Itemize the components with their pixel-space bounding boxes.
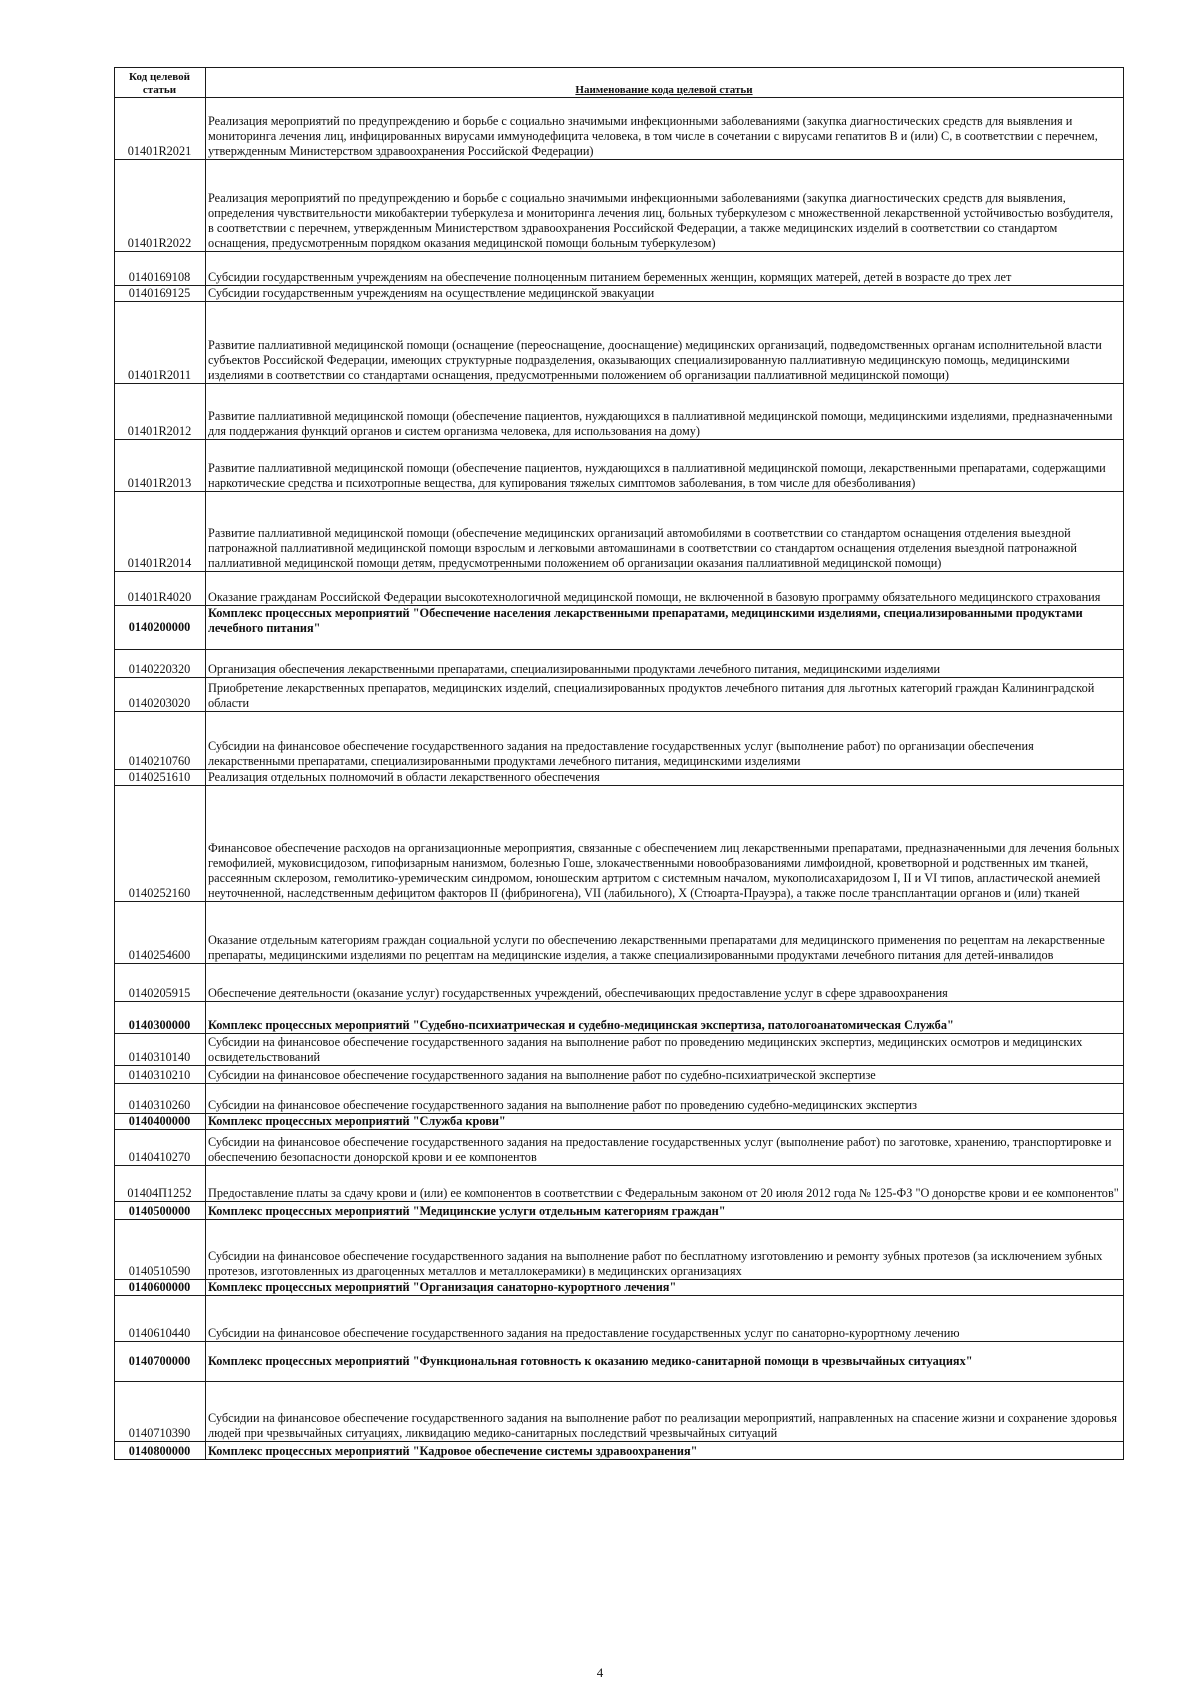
row-code: 0140169108 <box>115 252 206 286</box>
row-name: Субсидии на финансовое обеспечение государственного задания на выполнение работ по проведению судебно-медицинских экспертиз <box>206 1084 1124 1114</box>
table-row <box>115 1220 1124 1280</box>
table-row <box>115 286 1124 302</box>
row-code: 01404П1252 <box>115 1166 206 1202</box>
row-name: Субсидии на финансовое обеспечение государственного задания на предоставление государственных услуг по санаторно-курортному лечению <box>206 1296 1124 1342</box>
row-code: 01401R2014 <box>115 492 206 572</box>
table-row-section <box>115 1202 1124 1220</box>
row-name: Субсидии на финансовое обеспечение государственного задания на предоставление государственных услуг (выполнение работ) по организации обеспечения лекарственными препаратами, специализированными продуктами лечебного питания, медицинскими изделиями <box>206 712 1124 770</box>
table-row <box>115 1084 1124 1114</box>
row-name: Субсидии государственным учреждениям на обеспечение полноценным питанием беременных женщин, кормящих матерей, детей в возрасте до трех лет <box>206 252 1124 286</box>
row-name: Комплекс процессных мероприятий "Судебно-психиатрическая и судебно-медицинская экспертиза, патологоанатомическая Служба" <box>206 1002 1124 1034</box>
row-name: Субсидии на финансовое обеспечение государственного задания на предоставление государственных услуг (выполнение работ) по заготовке, хранению, транспортировке и обеспечению безопасности донорской крови и ее компонентов <box>206 1130 1124 1166</box>
row-code: 0140252160 <box>115 786 206 902</box>
table-row <box>115 1066 1124 1084</box>
table-row-section <box>115 1114 1124 1130</box>
row-name: Развитие паллиативной медицинской помощи (оснащение (переоснащение, дооснащение) медицинских организаций, подведомственных органам исполнительной власти субъектов Российской Федерации, имеющих структурные подразделения, оказывающих специализированную паллиативную медицинскую помощь, медицинскими изделиями в соответствии со стандартами оснащения, предусмотренными положением об организации паллиативной медицинской помощи) <box>206 302 1124 384</box>
table-row <box>115 440 1124 492</box>
row-code: 0140400000 <box>115 1114 206 1130</box>
row-name: Комплекс процессных мероприятий "Кадровое обеспечение системы здравоохранения" <box>206 1442 1124 1460</box>
row-name: Субсидии на финансовое обеспечение государственного задания на выполнение работ по судебно-психиатрической экспертизе <box>206 1066 1124 1084</box>
row-name: Оказание гражданам Российской Федерации высокотехнологичной медицинской помощи, не включенной в базовую программу обязательного медицинского страхования <box>206 572 1124 606</box>
row-name: Субсидии на финансовое обеспечение государственного задания на выполнение работ по проведению медицинских экспертиз, медицинских осмотров и медицинских освидетельствований <box>206 1034 1124 1066</box>
row-code: 0140300000 <box>115 1002 206 1034</box>
row-code: 0140169125 <box>115 286 206 302</box>
row-name: Развитие паллиативной медицинской помощи (обеспечение пациентов, нуждающихся в паллиативной медицинской помощи, медицинскими изделиями, предназначенными для поддержания функций органов и систем организма человека, для использования на дому) <box>206 384 1124 440</box>
header-name-cell: Наименование кода целевой статьи <box>206 68 1124 98</box>
row-code: 01401R2011 <box>115 302 206 384</box>
table-row <box>115 160 1124 252</box>
row-code: 01401R4020 <box>115 572 206 606</box>
page-number: 4 <box>596 1665 604 1680</box>
row-code: 0140510590 <box>115 1220 206 1280</box>
row-code: 01401R2021 <box>115 98 206 160</box>
row-code: 0140210760 <box>115 712 206 770</box>
row-name: Организация обеспечения лекарственными препаратами, специализированными продуктами лечебного питания, медицинскими изделиями <box>206 650 1124 678</box>
table-row-section <box>115 1280 1124 1296</box>
row-name: Субсидии на финансовое обеспечение государственного задания на выполнение работ по бесплатному изготовлению и ремонту зубных протезов (за исключением зубных протезов, изготовленных из драгоценных металлов и металлокерамики) в медицинских организациях <box>206 1220 1124 1280</box>
row-code: 01401R2022 <box>115 160 206 252</box>
row-name: Субсидии на финансовое обеспечение государственного задания на выполнение работ по реализации мероприятий, направленных на спасение жизни и сохранение здоровья людей при чрезвычайных ситуациях, ликвидацию медико-санитарных последствий чрезвычайных ситуаций <box>206 1382 1124 1442</box>
table-row <box>115 1382 1124 1442</box>
row-code: 0140600000 <box>115 1280 206 1296</box>
header-code-cell: Код целевой статьи <box>115 68 206 98</box>
table-row <box>115 1166 1124 1202</box>
row-name: Субсидии государственным учреждениям на осуществление медицинской эвакуации <box>206 286 1124 302</box>
row-code: 0140310140 <box>115 1034 206 1066</box>
row-name: Комплекс процессных мероприятий "Служба крови" <box>206 1114 1124 1130</box>
table-row <box>115 384 1124 440</box>
row-name: Комплекс процессных мероприятий "Обеспечение населения лекарственными препаратами, медицинскими изделиями, специализированными продуктами лечебного питания" <box>206 606 1124 650</box>
row-name: Развитие паллиативной медицинской помощи (обеспечение пациентов, нуждающихся в паллиативной медицинской помощи, лекарственными препаратами, содержащими наркотические средства и психотропные вещества, для купирования тяжелых симптомов заболевания, в том числе для обезболивания) <box>206 440 1124 492</box>
row-name: Реализация мероприятий по предупреждению и борьбе с социально значимыми инфекционными заболеваниями (закупка диагностических средств для выявления, определения чувствительности микобактерии туберкулеза и мониторинга лечения лиц, больных туберкулезом с множественной лекарственной устойчивостью возбудителя, в соответствии с перечнем, утвержденным Министерством здравоохранения Российской Федерации, а также медицинских изделий в соответствии со стандартом оснащения, предусмотренным порядком оказания медицинской помощи больным туберкулезом) <box>206 160 1124 252</box>
row-name: Комплекс процессных мероприятий "Медицинские услуги отдельным категориям граждан" <box>206 1202 1124 1220</box>
table-row <box>115 650 1124 678</box>
row-name: Предоставление платы за сдачу крови и (или) ее компонентов в соответствии с Федеральным законом от 20 июля 2012 года № 125-ФЗ "О донорстве крови и ее компонентов" <box>206 1166 1124 1202</box>
table-row-section <box>115 606 1124 650</box>
row-name: Комплекс процессных мероприятий "Организация санаторно-курортного лечения" <box>206 1280 1124 1296</box>
row-name: Финансовое обеспечение расходов на организационные мероприятия, связанные с обеспечением лиц лекарственными препаратами, предназначенными для лечения больных гемофилией, муковисцидозом, гипофизарным нанизмом, болезнью Гоше, злокачественными новообразованиями лимфоидной, кроветворной и родственных им тканей, рассеянным склерозом, гемолитико-уремическим синдромом, юношеским артритом с системным началом, мукополисахаридозом I, II и VI типов, апластической анемией неуточненной, наследственным дефицитом факторов II (фибриногена), VII (лабильного), X (Стюарта-Прауэра), а также после трансплантации органов и (или) тканей <box>206 786 1124 902</box>
table-row <box>115 1296 1124 1342</box>
row-name: Обеспечение деятельности (оказание услуг) государственных учреждений, обеспечивающих предоставление услуг в сфере здравоохранения <box>206 964 1124 1002</box>
row-code: 0140205915 <box>115 964 206 1002</box>
row-code: 0140251610 <box>115 770 206 786</box>
row-code: 0140310210 <box>115 1066 206 1084</box>
target-codes-table <box>114 67 1124 1460</box>
table-row <box>115 302 1124 384</box>
row-name: Реализация мероприятий по предупреждению и борьбе с социально значимыми инфекционными заболеваниями (закупка диагностических средств для выявления и мониторинга лечения лиц, инфицированных вирусами иммунодефицита человека, в том числе в сочетании с вирусами гепатитов B и (или) C, в соответствии с перечнем, утвержденным Министерством здравоохранения Российской Федерации) <box>206 98 1124 160</box>
table-row <box>115 712 1124 770</box>
table-row <box>115 252 1124 286</box>
table-header-row <box>115 68 1124 98</box>
table-row <box>115 492 1124 572</box>
table-row <box>115 964 1124 1002</box>
row-code: 0140500000 <box>115 1202 206 1220</box>
table-row-section <box>115 1442 1124 1460</box>
table-row-section <box>115 1002 1124 1034</box>
row-name: Развитие паллиативной медицинской помощи (обеспечение медицинских организаций автомобилями в соответствии со стандартом оснащения отделения выездной патронажной паллиативной медицинской помощи взрослым и легковыми автомашинами в соответствии со стандартом оснащения отделения выездной патронажной паллиативной медицинской помощи детям, предусмотренными положением об организации оказания паллиативной медицинской помощи) <box>206 492 1124 572</box>
row-code: 0140254600 <box>115 902 206 964</box>
table-row-section <box>115 1342 1124 1382</box>
table-row <box>115 786 1124 902</box>
table-row <box>115 1034 1124 1066</box>
row-code: 0140203020 <box>115 678 206 712</box>
row-code: 0140700000 <box>115 1342 206 1382</box>
row-code: 01401R2012 <box>115 384 206 440</box>
row-code: 0140410270 <box>115 1130 206 1166</box>
row-name: Оказание отдельным категориям граждан социальной услуги по обеспечению лекарственными препаратами для медицинского применения по рецептам на лекарственные препараты, медицинскими изделиями по рецептам на медицинские изделия, а также специализированными продуктами лечебного питания для детей-инвалидов <box>206 902 1124 964</box>
row-name: Реализация отдельных полномочий в области лекарственного обеспечения <box>206 770 1124 786</box>
row-code: 0140710390 <box>115 1382 206 1442</box>
row-code: 0140800000 <box>115 1442 206 1460</box>
row-code: 01401R2013 <box>115 440 206 492</box>
row-name: Приобретение лекарственных препаратов, медицинских изделий, специализированных продуктов лечебного питания для льготных категорий граждан Калининградской области <box>206 678 1124 712</box>
table-row <box>115 770 1124 786</box>
row-code: 0140220320 <box>115 650 206 678</box>
table-row <box>115 572 1124 606</box>
table-row <box>115 902 1124 964</box>
table-row <box>115 1130 1124 1166</box>
row-name: Комплекс процессных мероприятий "Функциональная готовность к оказанию медико-санитарной помощи в чрезвычайных ситуациях" <box>206 1342 1124 1382</box>
row-code: 0140200000 <box>115 606 206 650</box>
table-row <box>115 678 1124 712</box>
row-code: 0140310260 <box>115 1084 206 1114</box>
table-row <box>115 98 1124 160</box>
row-code: 0140610440 <box>115 1296 206 1342</box>
